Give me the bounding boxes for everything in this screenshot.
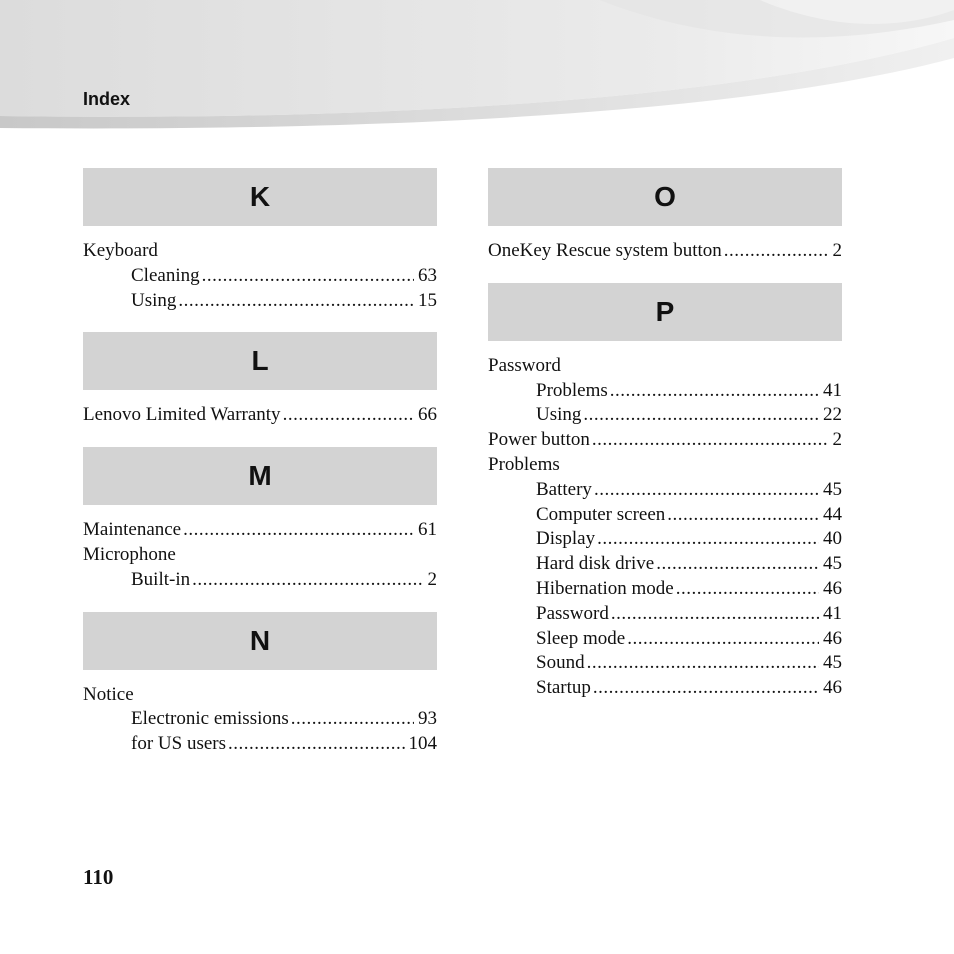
index-subentry [488,478,842,503]
dot-leader [593,676,819,701]
index-subentry [83,732,437,757]
dot-leader [676,577,819,602]
dot-leader [610,379,819,404]
dot-leader [192,568,423,593]
entry-term: Problems [536,379,608,401]
entry-page-number: 41 [823,379,842,401]
index-entry [488,428,842,453]
entry-term: Lenovo Limited Warranty [83,404,281,426]
entry-term: Hard disk drive [536,553,655,575]
dot-leader [597,527,819,552]
entry-term: OneKey Rescue system button [488,240,722,261]
dot-leader [611,602,819,627]
section-letter-p: P [488,283,842,341]
section-letter-n: N [83,612,437,670]
dot-leader [592,428,829,453]
index-subentry [488,403,842,428]
index-subentry [83,707,437,732]
index-entry-list [83,226,437,313]
entry-term: Electronic emissions [131,708,289,730]
dot-leader [667,503,819,528]
entry-term: Sound [536,652,585,674]
index-subentry [488,552,842,577]
entry-page-number: 15 [418,289,437,311]
running-header-title: Index [83,89,131,109]
dot-leader [291,707,414,732]
entry-page-number: 2 [832,429,842,451]
index-entry [488,239,842,264]
dot-leader [587,651,819,676]
entry-page-number: 66 [418,404,437,426]
entry-page-number: 93 [418,708,437,730]
entry-page-number: 45 [823,478,842,500]
entry-page-number: 61 [418,519,437,541]
index-subentry [488,676,842,701]
entry-term: Computer screen [536,503,666,525]
index-subentry [488,527,842,552]
entry-term: Password [536,602,609,624]
entry-term: Password [488,354,561,376]
dot-leader [228,732,405,757]
index-entry [83,683,437,708]
entry-term: for US users [131,733,226,755]
page-number: 110 [83,865,114,889]
entry-term: Using [131,289,177,311]
entry-page-number: 104 [408,733,437,755]
index-entry [83,403,437,428]
entry-page-number: 41 [823,602,842,624]
dot-leader [583,403,819,428]
entry-term: Startup [536,677,591,699]
entry-term: Keyboard [83,240,158,261]
entry-page-number: 45 [823,652,842,674]
entry-term: Problems [488,453,560,475]
section-letter-o: O [488,168,842,226]
dot-leader [724,239,829,264]
entry-term: Power button [488,429,590,451]
entry-page-number: 63 [418,264,437,286]
index-subentry [488,379,842,404]
index-column-right [488,168,842,701]
index-entry-list [83,390,437,428]
entry-term: Notice [83,683,134,705]
index-subentry [488,503,842,528]
entry-page-number: 40 [823,528,842,550]
index-subentry [488,651,842,676]
index-entry-list [488,226,842,264]
entry-term: Sleep mode [536,627,626,649]
entry-term: Maintenance [83,519,182,541]
index-entry [488,453,842,478]
entry-term: Cleaning [131,264,200,286]
index-entry [83,543,437,568]
entry-page-number: 46 [823,577,842,599]
index-subentry [488,577,842,602]
index-subentry [488,602,842,627]
index-column-left [83,168,437,757]
entry-page-number: 22 [823,404,842,426]
dot-leader [283,403,414,428]
entry-page-number: 2 [832,240,842,261]
entry-page-number: 44 [823,503,842,525]
dot-leader [594,478,819,503]
entry-page-number: 2 [427,568,437,590]
dot-leader [656,552,819,577]
dot-leader [178,289,414,314]
entry-term: Hibernation mode [536,577,674,599]
section-letter-l: L [83,332,437,390]
index-entry [83,518,437,543]
index-subentry [488,627,842,652]
dot-leader [202,264,414,289]
index-entry-list [83,670,437,757]
index-subentry [83,289,437,314]
entry-term: Built-in [131,568,191,590]
entry-term: Using [536,404,582,426]
entry-term: Microphone [83,543,176,565]
index-entry-list [83,505,437,592]
section-letter-m: M [83,447,437,505]
header-swoosh-graphic [0,0,954,140]
index-entry-list [488,341,842,701]
entry-term: Display [536,528,596,550]
entry-page-number: 45 [823,553,842,575]
entry-page-number: 46 [823,627,842,649]
index-subentry [83,264,437,289]
section-letter-k: K [83,168,437,226]
dot-leader [183,518,414,543]
entry-term: Battery [536,478,592,500]
dot-leader [627,627,819,652]
index-entry [83,239,437,264]
index-entry [488,354,842,379]
index-subentry [83,568,437,593]
entry-page-number: 46 [823,677,842,699]
